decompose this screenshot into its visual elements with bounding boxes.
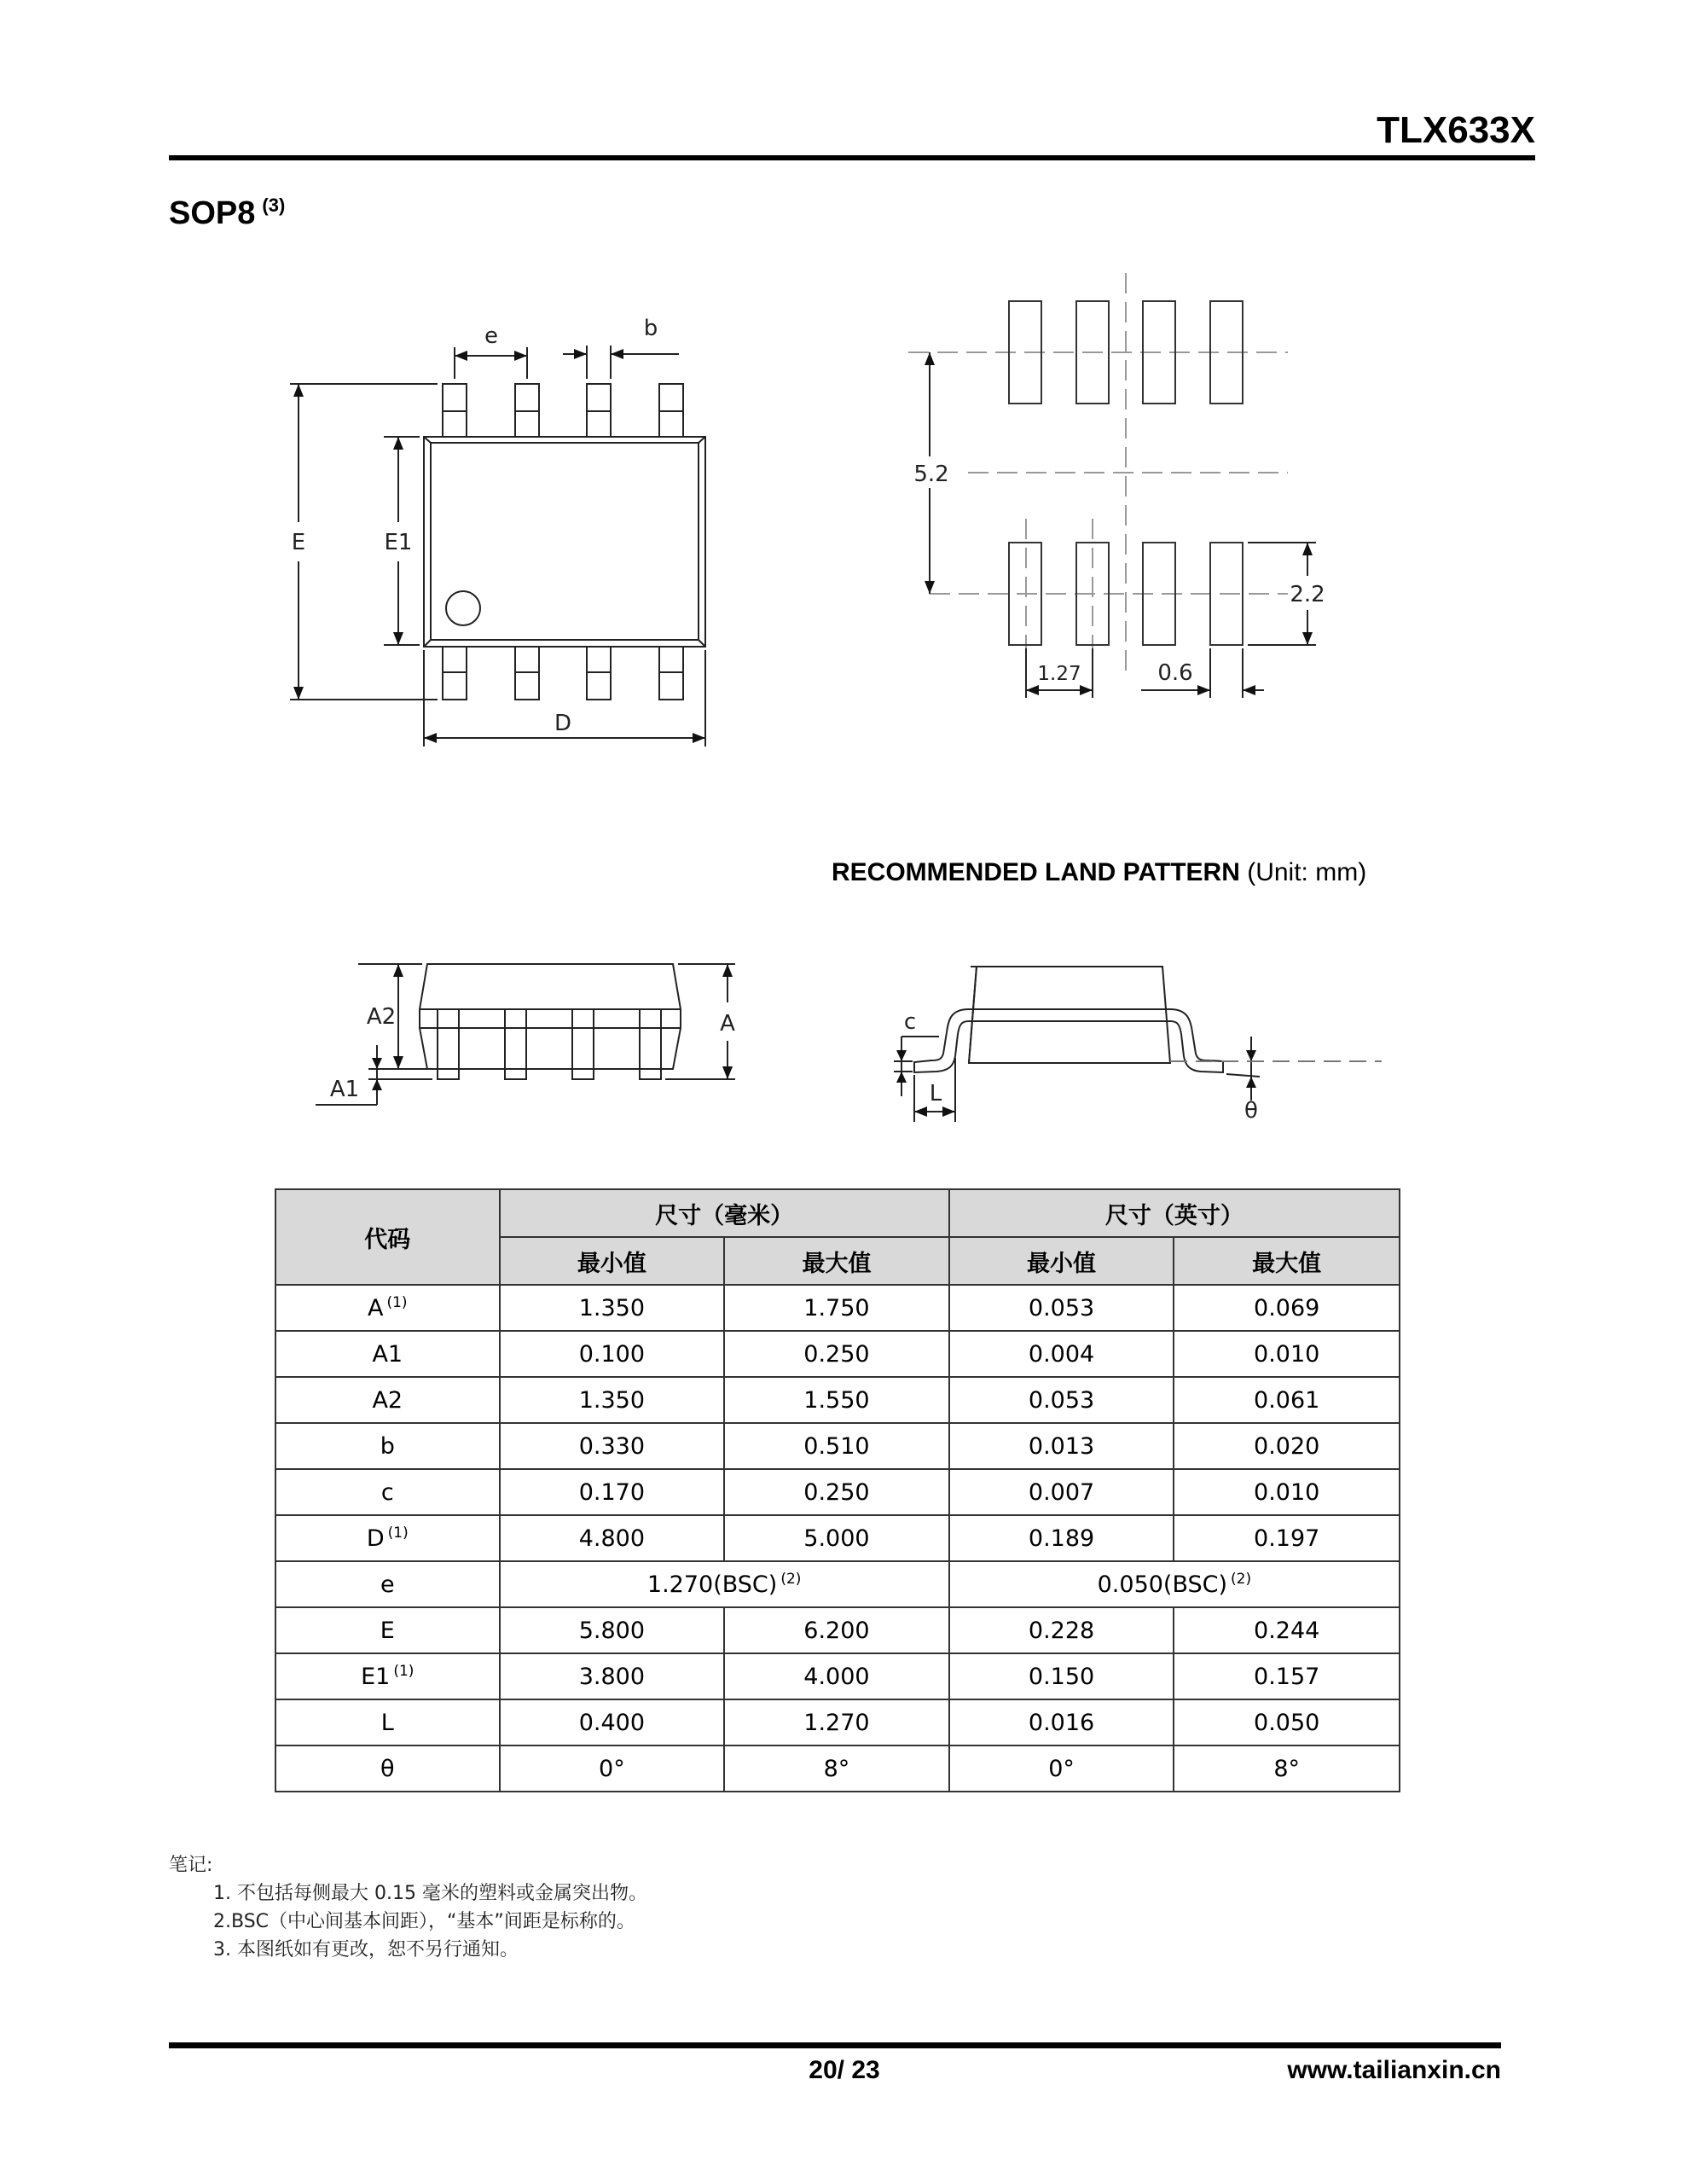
dim-label-theta: θ [1244,1098,1258,1124]
notes-title: 笔记: [169,1855,213,1876]
note-reference: (2) [1231,1571,1252,1588]
cell-mm-max: 6.200 [724,1607,949,1653]
cell-in-bsc [949,1561,1400,1607]
table-row [275,1561,1400,1607]
cell-mm-max: 0.250 [724,1331,949,1377]
dim-label-L: L [929,1081,942,1107]
header-mm-group: 尺寸（毫米） [500,1189,949,1237]
cell-in-max: 8° [1174,1745,1400,1792]
code-text: e [380,1571,395,1598]
cell-in-max: 0.197 [1174,1515,1400,1561]
header-in-min: 最小值 [949,1237,1174,1285]
code-text: θ [380,1755,395,1782]
note-reference: (2) [780,1571,802,1588]
cell-mm-max: 0.510 [724,1423,949,1469]
dim-label-A2: A2 [366,1004,397,1030]
cell-in-min: 0.013 [949,1423,1174,1469]
table-row [275,1653,1400,1699]
cell-in-max: 0.157 [1174,1653,1400,1699]
table-row [275,1423,1400,1469]
cell-in-max: 0.010 [1174,1331,1400,1377]
note-reference: (1) [387,1525,409,1542]
code-text: E1 [361,1664,391,1690]
dim-label-A1: A1 [329,1077,360,1102]
cell-mm-max: 0.250 [724,1469,949,1515]
land-pattern-caption [832,858,1366,887]
cell-code [275,1653,500,1699]
note-reference: (3) [262,195,286,216]
cell-mm-min: 1.350 [500,1285,725,1331]
dim-label-c: c [903,1009,917,1035]
cell-code [275,1469,500,1515]
code-text: E [380,1617,395,1644]
dim-label-e: e [484,323,498,349]
table-row [275,1607,1400,1653]
side-view-diagram [316,938,827,1126]
dim-label-span: 5.2 [913,462,949,487]
note-reference: (1) [393,1663,415,1680]
table-row [275,1469,1400,1515]
footer-rule [169,2042,1501,2048]
code-text: c [380,1478,394,1506]
header-rule [169,155,1535,160]
page-number: 20/ 23 [809,2056,880,2084]
dim-label-D: D [554,711,572,736]
land-pattern-diagram [896,264,1407,845]
dim-label-pitch: 1.27 [1037,663,1081,685]
cell-mm-max: 5.000 [724,1515,949,1561]
cell-mm-max: 1.270 [724,1699,949,1745]
table-row [275,1745,1400,1792]
cell-in-min: 0.004 [949,1331,1174,1377]
header-mm-min: 最小值 [500,1237,725,1285]
dim-label-E1: E1 [384,530,413,555]
cell-in-min: 0.016 [949,1699,1174,1745]
cell-in-min: 0.053 [949,1285,1174,1331]
cell-code [275,1515,500,1561]
package-end-body [969,967,1170,1063]
cell-code [275,1423,500,1469]
cell-mm-min: 4.800 [500,1515,725,1561]
cell-code [275,1377,500,1423]
cell-code [275,1745,500,1792]
table-row [275,1285,1400,1331]
package-body [424,437,705,647]
bottom-pins [443,647,683,700]
code-text: A2 [372,1386,403,1414]
cell-code [275,1285,500,1331]
cell-mm-min: 3.800 [500,1653,725,1699]
document-title: TLX633X [1377,109,1535,151]
note-item: 3. 本图纸如有更改，恕不另行通知。 [213,1939,519,1960]
website-link[interactable]: www.tailianxin.cn [1287,2056,1501,2084]
table-row [275,1331,1400,1377]
cell-in-max: 0.069 [1174,1285,1400,1331]
dim-label-E: E [291,530,306,555]
table-row [275,1515,1400,1561]
cell-in-max: 0.244 [1174,1607,1400,1653]
cell-mm-bsc [500,1561,949,1607]
dim-label-pad-length: 2.2 [1290,582,1325,607]
cell-in-min: 0.150 [949,1653,1174,1699]
top-view-diagram [273,307,751,819]
code-text: D [366,1525,385,1552]
cell-mm-max: 1.750 [724,1285,949,1331]
cell-in-min: 0.228 [949,1607,1174,1653]
land-pattern-caption-title: RECOMMENDED LAND PATTERN [832,858,1240,886]
cell-mm-min: 1.350 [500,1377,725,1423]
cell-in-min: 0.189 [949,1515,1174,1561]
dim-label-A: A [720,1011,735,1037]
top-pins [443,384,683,437]
header-mm-max: 最大值 [724,1237,949,1285]
cell-mm-max: 8° [724,1745,949,1792]
end-view-diagram [870,938,1399,1126]
table-row [275,1699,1400,1745]
header-inch-group: 尺寸（英寸） [949,1189,1400,1237]
cell-code [275,1699,500,1745]
cell-in-min: 0° [949,1745,1174,1792]
cell-mm-min: 0.170 [500,1469,725,1515]
cell-code [275,1331,500,1377]
note-item: 2.BSC（中心间基本间距），“基本”间距是标称的。 [213,1911,635,1932]
cell-in-max: 0.020 [1174,1423,1400,1469]
code-text: A [367,1295,384,1321]
table-row [275,1377,1400,1423]
cell-mm-min: 0.100 [500,1331,725,1377]
header-code: 代码 [275,1189,500,1285]
cell-mm-min: 0.400 [500,1699,725,1745]
package-name: SOP8 [169,195,256,231]
land-pattern-unit: (Unit: mm) [1247,858,1367,886]
value-text: 0.050(BSC) [1097,1571,1228,1598]
code-text: b [380,1432,395,1460]
code-text: L [380,1709,394,1736]
note-reference: (1) [386,1294,408,1311]
cell-mm-max: 4.000 [724,1653,949,1699]
cell-in-min: 0.007 [949,1469,1174,1515]
cell-mm-min: 5.800 [500,1607,725,1653]
cell-in-max: 0.050 [1174,1699,1400,1745]
notes-section [169,1851,647,1964]
cell-mm-min: 0.330 [500,1423,725,1469]
pin1-marker [446,591,480,625]
header-in-max: 最大值 [1174,1237,1400,1285]
cell-code [275,1607,500,1653]
cell-code [275,1561,500,1607]
cell-in-max: 0.061 [1174,1377,1400,1423]
value-text: 1.270(BSC) [646,1571,778,1598]
dim-label-pad-width: 0.6 [1157,660,1193,686]
code-text: A1 [372,1340,403,1368]
dimensions-table [275,1188,1400,1792]
cell-in-max: 0.010 [1174,1469,1400,1515]
dim-label-b: b [643,316,658,341]
cell-mm-min: 0° [500,1745,725,1792]
section-title [169,195,285,232]
cell-in-min: 0.053 [949,1377,1174,1423]
note-item: 1. 不包括每侧最大 0.15 毫米的塑料或金属突出物。 [213,1883,647,1904]
cell-mm-max: 1.550 [724,1377,949,1423]
